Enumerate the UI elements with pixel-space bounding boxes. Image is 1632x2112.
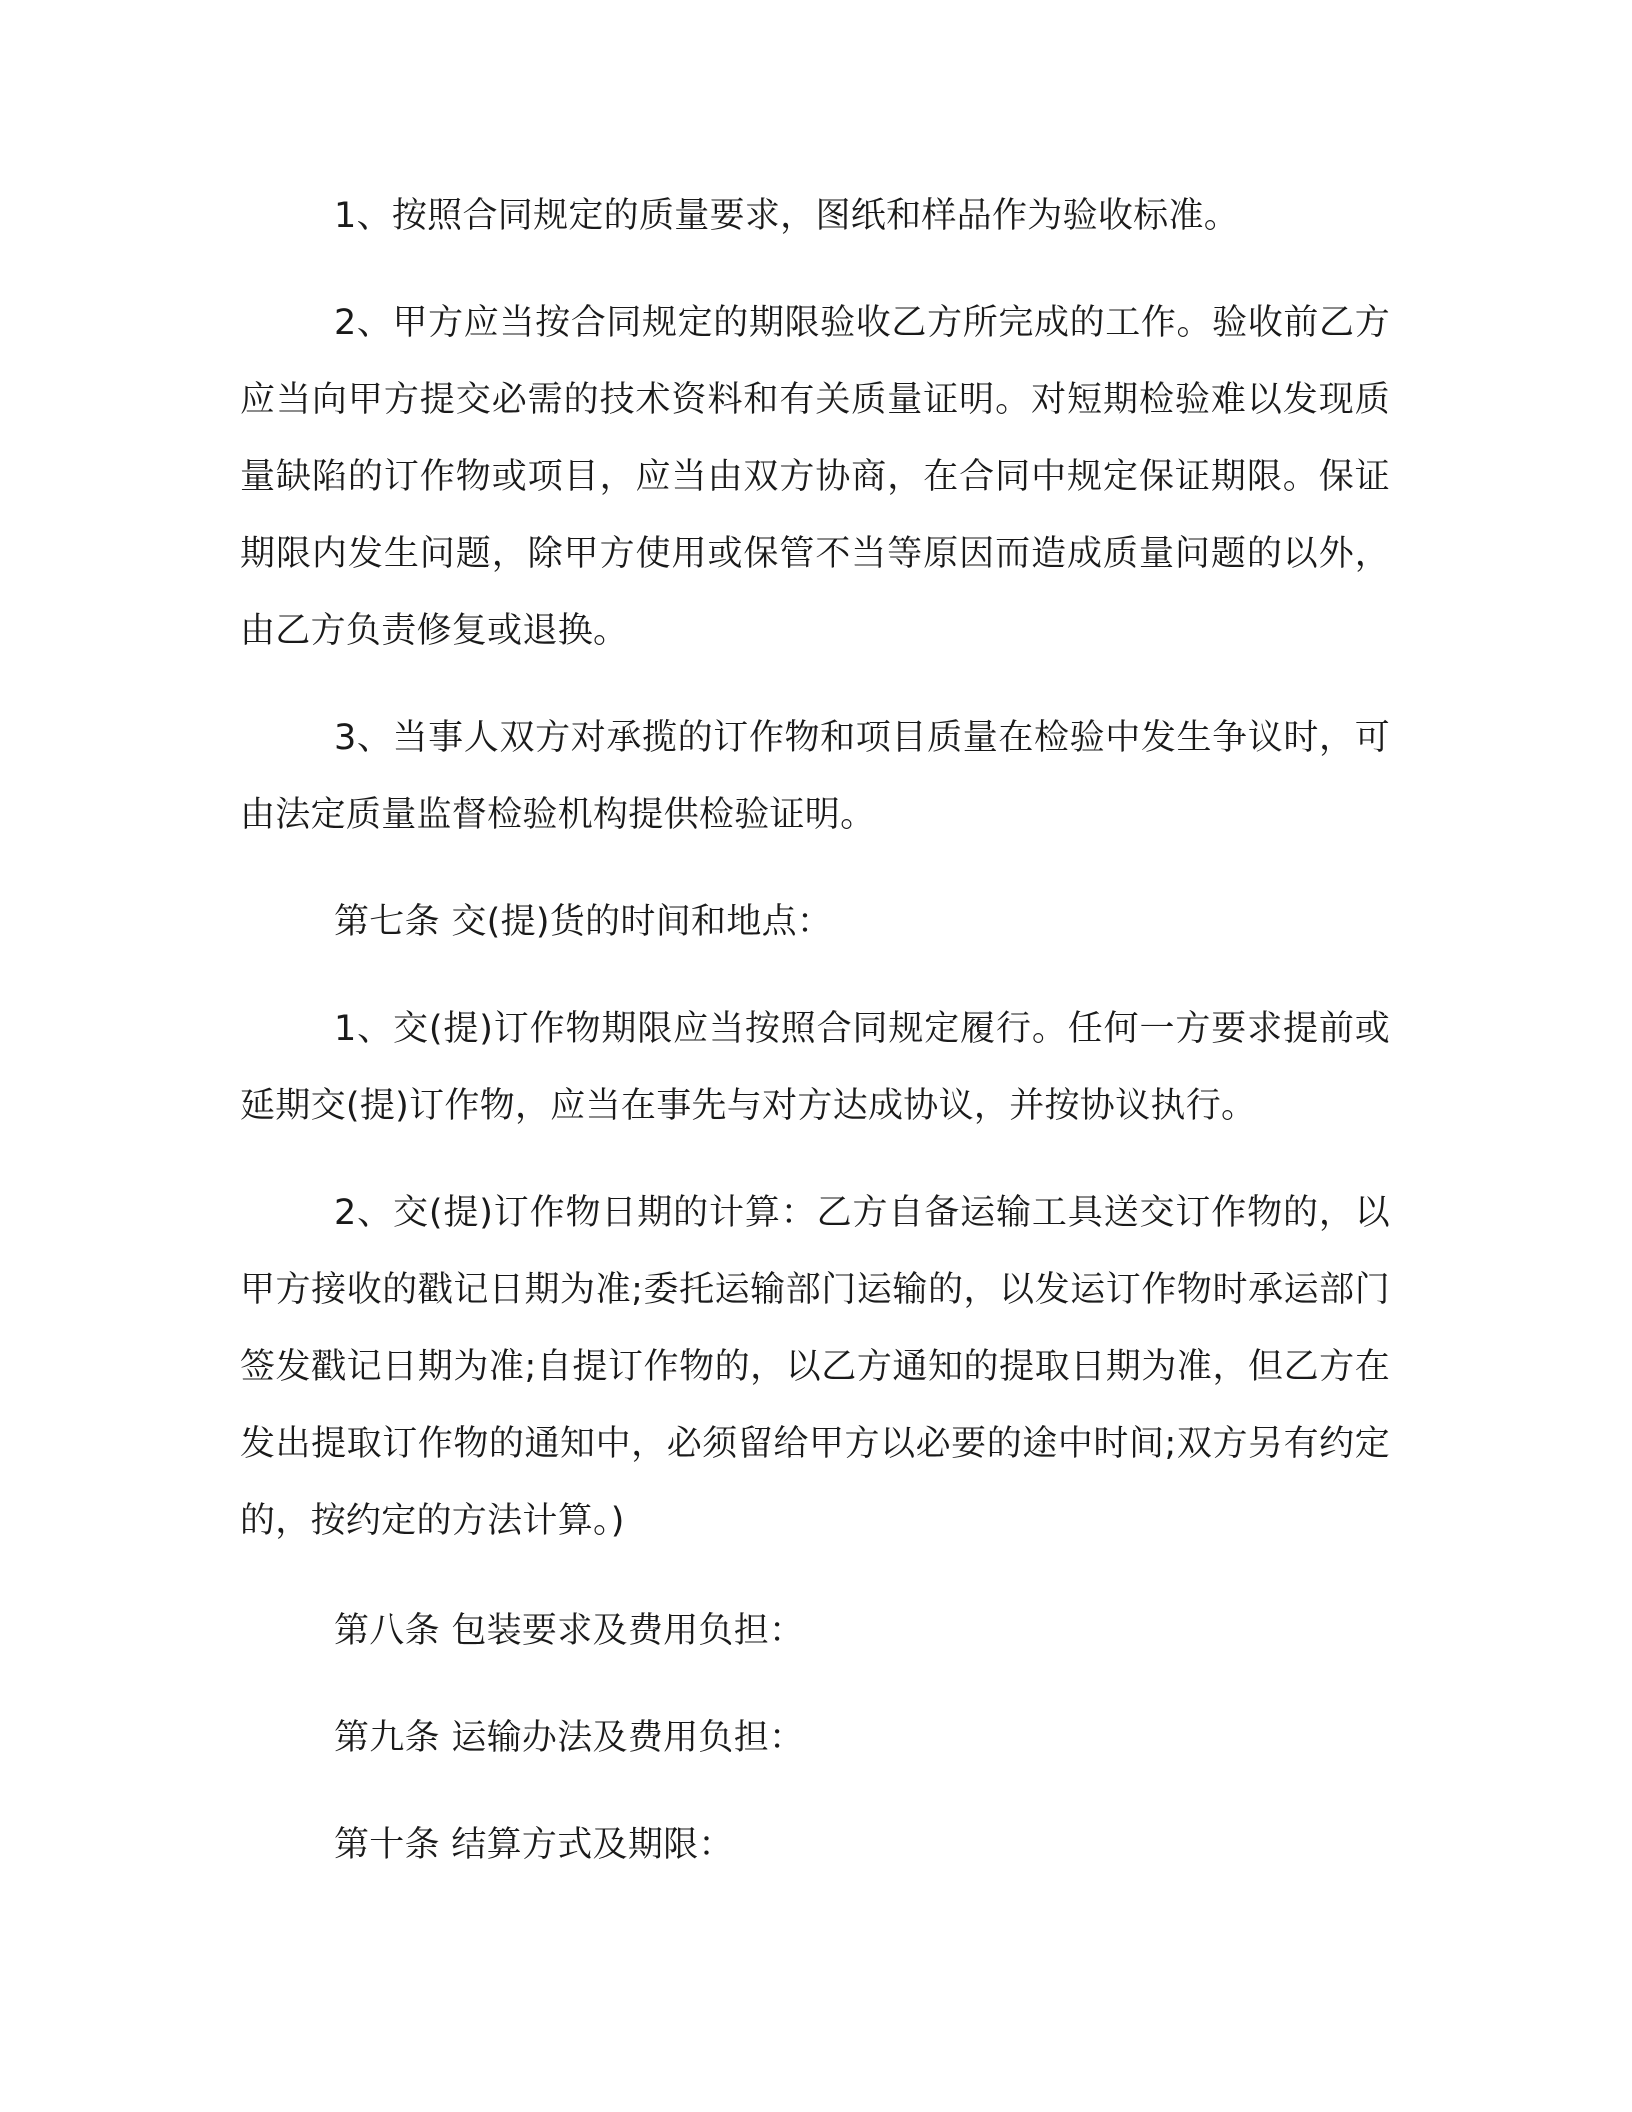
article-9-heading: 第九条 运输办法及费用负担： <box>334 1718 805 1758</box>
clause-delivery-deadline: 1、交(提)订作物期限应当按照合同规定履行。任何一方要求提前或延期交(提)订作物，应当在事先与对方达成协议，并按协议执行。 <box>240 1009 1390 1126</box>
article-10-heading: 第十条 结算方式及期限： <box>334 1825 734 1865</box>
clause-acceptance-period: 2、甲方应当按合同规定的期限验收乙方所完成的工作。验收前乙方应当向甲方提交必需的技术资料和有关质量证明。对短期检验难以发现质量缺陷的订作物或项目，应当由双方协商，在合同中规定保证期限。保证期限内发生问题，除甲方使用或保管不当等原因而造成质量问题的以外，由乙方负责修复或退换。 <box>240 303 1390 651</box>
article-7-heading: 第七条 交(提)货的时间和地点： <box>334 902 833 942</box>
clause-quality-dispute: 3、当事人双方对承揽的订作物和项目质量在检验中发生争议时，可由法定质量监督检验机构提供检验证明。 <box>240 718 1390 835</box>
clause-quality-standard: 1、按照合同规定的质量要求，图纸和样品作为验收标准。 <box>334 196 1240 236</box>
article-8-heading: 第八条 包装要求及费用负担： <box>334 1611 805 1651</box>
document-body <box>240 178 1390 1884</box>
clause-delivery-date-calculation: 2、交(提)订作物日期的计算：乙方自备运输工具送交订作物的，以甲方接收的戳记日期为准;委托运输部门运输的，以发运订作物时承运部门签发戳记日期为准;自提订作物的，以乙方通知的提取日期为准，但乙方在发出提取订作物的通知中，必须留给甲方以必要的途中时间;双方另有约定的，按约定的方法计算。) <box>240 1193 1390 1541</box>
